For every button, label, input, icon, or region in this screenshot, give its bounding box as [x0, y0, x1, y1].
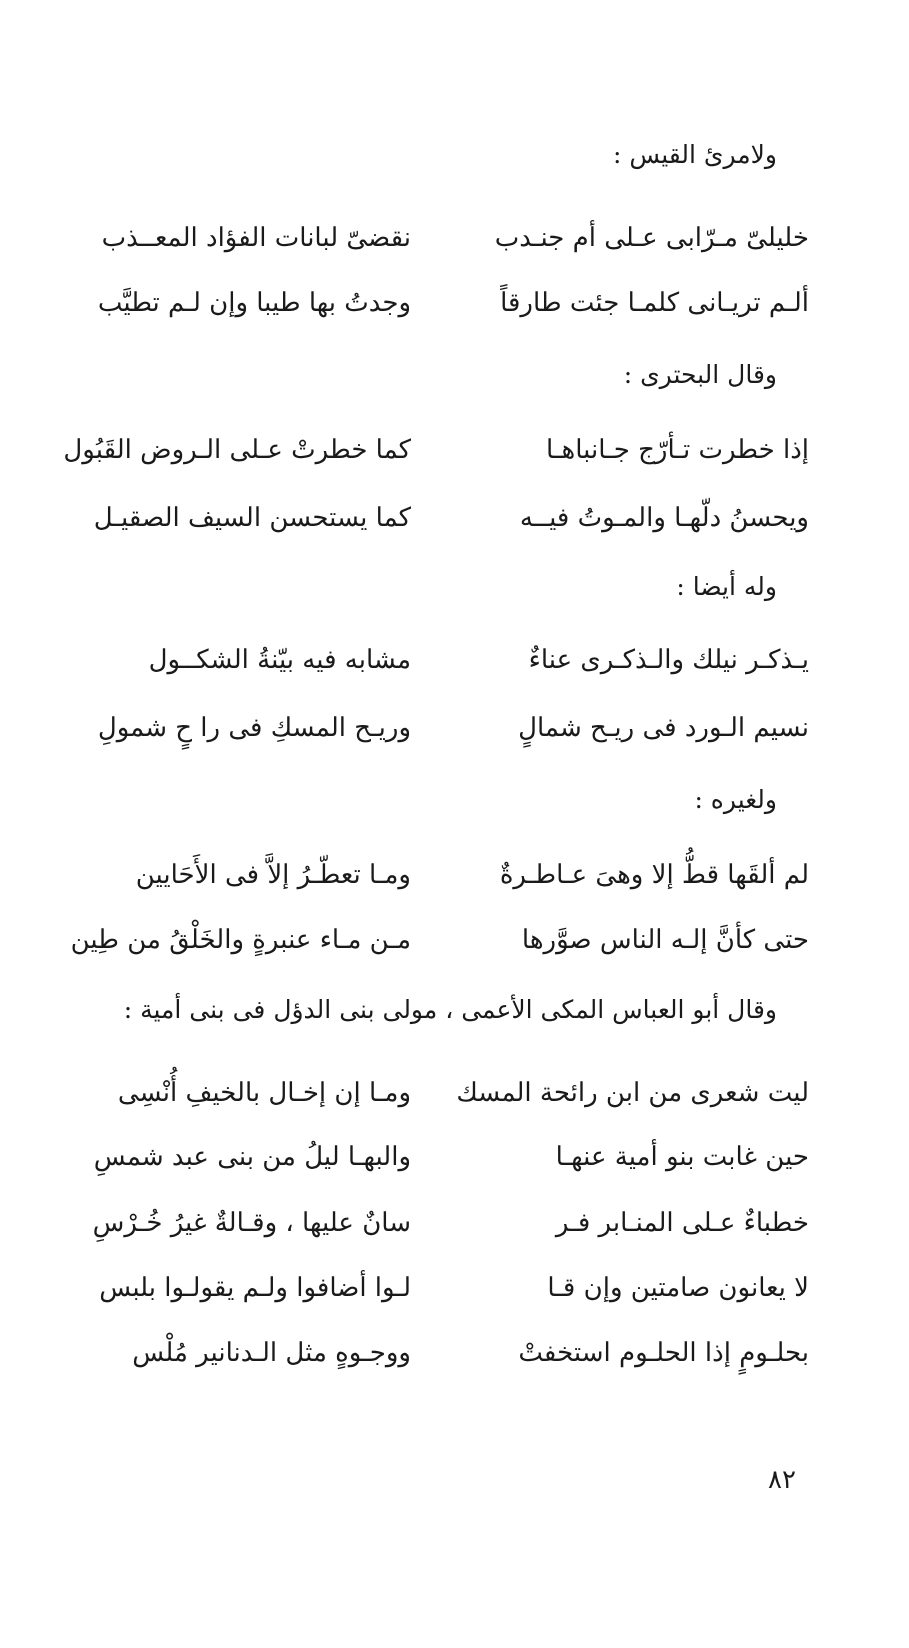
page-number: ٨٢ — [768, 1465, 796, 1495]
verse-2-second-hemistich: وجدتُ بها طيبا وإن لـم تطيَّب — [97, 288, 411, 318]
verse-11-first-hemistich: خطباءٌ عـلى المنـابر فـر — [555, 1208, 809, 1238]
verse-13-first-hemistich: بحلـومٍ إذا الحلـوم استخفتْ — [518, 1338, 809, 1368]
section-heading-other: ولغيره : — [694, 785, 777, 814]
verse-6-first-hemistich: نسيم الـورد فى ريـح شمالٍ — [518, 713, 809, 743]
section-heading-abu-al-abbas: وقال أبو العباس المكى الأعمى ، مولى بنى الدؤل فى بنى أمية : — [123, 995, 777, 1024]
verse-1-second-hemistich: نقضىّ لبانات الفؤاد المعــذب — [101, 223, 411, 253]
verse-6-second-hemistich: وريـح المسكِ فى را حٍ شمولِ — [97, 713, 411, 743]
verse-4-first-hemistich: ويحسنُ دلّهـا والمـوتُ فيــه — [519, 503, 809, 533]
section-heading-buhturi: وقال البحترى : — [623, 360, 777, 389]
verse-10-first-hemistich: حين غابت بنو أمية عنهـا — [555, 1142, 809, 1172]
verse-8-second-hemistich: مـن مـاء عنبرةٍ والخَلْقُ من طِين — [70, 925, 411, 955]
verse-4-second-hemistich: كما يستحسن السيف الصقيـل — [93, 503, 411, 533]
verse-9-second-hemistich: ومـا إن إخـال بالخيفِ أُنْسِى — [117, 1078, 411, 1108]
verse-12-second-hemistich: لـوا أضافوا ولـم يقولـوا بلبس — [99, 1273, 411, 1303]
verse-3-second-hemistich: كما خطرتْ عـلى الـروض القَبُول — [63, 435, 411, 465]
verse-5-second-hemistich: مشابه فيه بيّنةُ الشكــول — [148, 645, 411, 675]
verse-5-first-hemistich: يـذكـر نيلك والـذكـرى عناءٌ — [528, 645, 809, 675]
verse-7-first-hemistich: لم ألقَها قطُّ إلا وهىَ عـاطـرةٌ — [499, 860, 809, 890]
verse-10-second-hemistich: والبهـا ليلُ من بنى عبد شمسِ — [93, 1142, 411, 1172]
verse-13-second-hemistich: ووجـوهٍ مثل الـدنانير مُلْس — [132, 1338, 411, 1368]
verse-12-first-hemistich: لا يعانون صامتين وإن قـا — [547, 1273, 809, 1303]
verse-8-first-hemistich: حتى كأنَّ إلـه الناس صوَّرها — [521, 925, 809, 955]
verse-2-first-hemistich: ألـم تريـانى كلمـا جئت طارقاً — [500, 288, 809, 318]
verse-7-second-hemistich: ومـا تعطّـرُ إلاَّ فى الأَحَايين — [135, 860, 411, 890]
verse-11-second-hemistich: سانٌ عليها ، وقـالةٌ غيرُ خُـرْسِ — [92, 1208, 411, 1238]
verse-9-first-hemistich: ليت شعرى من ابن رائحة المسك — [456, 1078, 809, 1108]
verse-3-first-hemistich: إذا خطرت تـأرّج جـانباهـا — [545, 435, 809, 465]
section-heading-also: وله أيضا : — [676, 572, 777, 601]
section-heading-imru-al-qays: ولامرئ القيس : — [612, 140, 777, 169]
verse-1-first-hemistich: خليلىّ مـرّابى عـلى أم جنـدب — [494, 223, 809, 253]
